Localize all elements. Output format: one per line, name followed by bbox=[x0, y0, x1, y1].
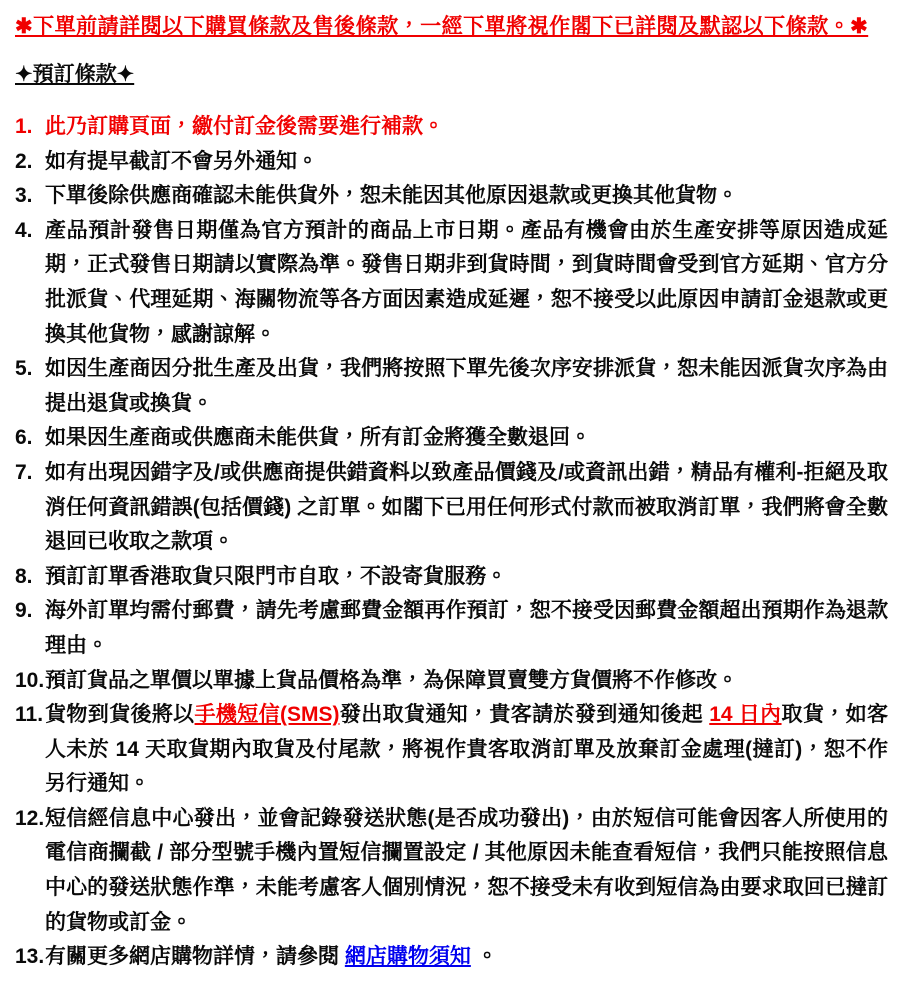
term-text-segment: 預訂貨品之單價以單據上貨品價格為準，為保障買賣雙方貨價將不作修改。 bbox=[45, 668, 738, 692]
term-text-segment: 如有出現因錯字及/或供應商提供錯資料以致產品價錢及/或資訊出錯，精品有權利-拒絕及取消任何資訊錯誤(包括價錢) 之訂單。如閣下已用任何形式付款而被取消訂單，我們將會全數退回已收取之款項。 bbox=[45, 460, 888, 554]
term-number: 6. bbox=[15, 426, 33, 450]
term-item-9 bbox=[15, 594, 888, 663]
term-item-3 bbox=[15, 179, 888, 214]
term-number: 13. bbox=[15, 945, 45, 969]
term-number: 10. bbox=[15, 668, 45, 692]
preorder-terms-title: ✦預訂條款✦ bbox=[15, 63, 135, 86]
term-text bbox=[45, 698, 888, 802]
term-text-segment: 預訂訂單香港取貨只限門市自取，不設寄貨服務。 bbox=[45, 564, 507, 588]
term-text bbox=[45, 421, 888, 456]
term-number: 8. bbox=[15, 564, 33, 588]
section-title-wrap bbox=[15, 44, 888, 104]
term-text-segment: 如有提早截訂不會另外通知。 bbox=[45, 149, 318, 173]
term-text-segment: 如因生產商因分批生產及出貨，我們將按照下單先後次序安排派貨，恕未能因派貨次序為由提出退貨或換貨。 bbox=[45, 357, 888, 415]
term-number: 11. bbox=[15, 703, 44, 727]
term-text-segment: 產品預計發售日期僅為官方預計的商品上市日期。產品有機會由於生產安排等原因造成延期，正式發售日期請以實際為準。發售日期非到貨時間，到貨時間會受到官方延期、官方分批派貨、代理延期、海關物流等各方面因素造成延遲，恕不接受以此原因申請訂金退款或更換其他貨物，感謝諒解。 bbox=[45, 218, 888, 346]
purchase-notice-header: ✱下單前請詳閱以下購買條款及售後條款，一經下單將視作閣下已詳閱及默認以下條款。✱ bbox=[15, 15, 869, 38]
term-text bbox=[45, 145, 888, 180]
term-text bbox=[45, 940, 888, 975]
term-item-6 bbox=[15, 421, 888, 456]
term-number: 2. bbox=[15, 149, 33, 173]
term-item-1 bbox=[15, 110, 888, 145]
term-text bbox=[45, 594, 888, 663]
shop-notice-link[interactable]: 網店購物須知 bbox=[344, 945, 471, 969]
highlight-red-underline: 手機短信(SMS) bbox=[194, 703, 340, 727]
term-number: 3. bbox=[15, 184, 33, 208]
term-number: 12. bbox=[15, 806, 45, 830]
term-item-8 bbox=[15, 560, 888, 595]
term-text bbox=[45, 456, 888, 560]
term-item-11 bbox=[15, 698, 888, 802]
term-text-segment: 短信經信息中心發出，並會記錄發送狀態(是否成功發出)，由於短信可能會因客人所使用的電信商攔截 / 部分型號手機內置短信攔置設定 / 其他原因未能查看短信，我們只能按照信息中心的發送狀態作準，未能考慮客人個別情況，恕不接受未有收到短信為由要求取回已撻訂的貨物或訂金。 bbox=[45, 806, 888, 934]
term-item-7 bbox=[15, 456, 888, 560]
term-text-segment: 如果因生產商或供應商未能供貨，所有訂金將獲全數退回。 bbox=[45, 426, 591, 450]
term-text bbox=[45, 110, 888, 145]
term-item-13 bbox=[15, 940, 888, 975]
term-text bbox=[45, 560, 888, 595]
term-item-10 bbox=[15, 664, 888, 699]
term-text bbox=[45, 802, 888, 940]
term-item-4 bbox=[15, 214, 888, 352]
terms-list bbox=[15, 110, 888, 975]
term-item-5 bbox=[15, 352, 888, 421]
term-number: 9. bbox=[15, 599, 33, 623]
term-text-segment: 有關更多網店購物詳情，請參閱 bbox=[45, 945, 345, 969]
term-number: 5. bbox=[15, 357, 33, 381]
highlight-red-underline: 14 日內 bbox=[709, 703, 782, 727]
term-number: 1. bbox=[15, 115, 33, 138]
term-text bbox=[45, 179, 888, 214]
term-text-segment: 貨物到貨後將以 bbox=[45, 703, 195, 727]
term-text-segment: 海外訂單均需付郵費，請先考慮郵費金額再作預訂，恕不接受因郵費金額超出預期作為退款理由。 bbox=[45, 599, 888, 657]
term-text-segment: 發出取貨通知，貴客請於發到通知後起 bbox=[339, 703, 710, 727]
term-text bbox=[45, 664, 888, 699]
term-text bbox=[45, 352, 888, 421]
term-number: 4. bbox=[15, 218, 33, 242]
term-text-segment: 取貨，如客人未於 14 天取貨期內取貨及付尾款，將視作貴客取消訂單及放棄訂金處理(撻訂)，恕不作另行通知。 bbox=[45, 703, 889, 796]
term-item-12 bbox=[15, 802, 888, 940]
term-text-segment: 。 bbox=[470, 945, 498, 969]
term-number: 7. bbox=[15, 460, 33, 484]
term-text-segment: 此乃訂購頁面，繳付訂金後需要進行補款。 bbox=[45, 115, 444, 138]
term-text-segment: 下單後除供應商確認未能供貨外，恕未能因其他原因退款或更換其他貨物。 bbox=[45, 184, 738, 208]
term-text bbox=[45, 214, 888, 352]
term-item-2 bbox=[15, 145, 888, 180]
